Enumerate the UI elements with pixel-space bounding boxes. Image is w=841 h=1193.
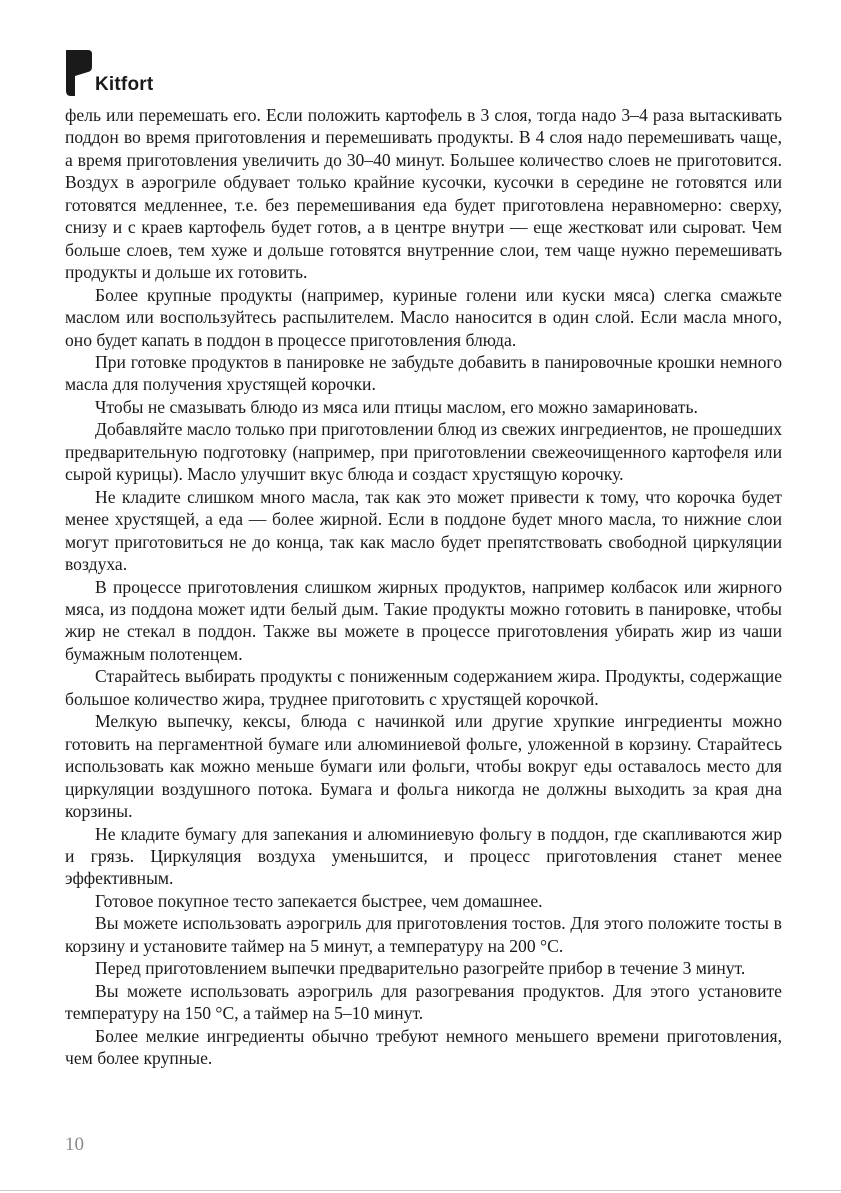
paragraph: Не кладите бумагу для запекания и алюминиевую фольгу в поддон, где скапливаются жир и грязь. Циркуляция воздуха уменьшится, и процесс приготовления станет менее эффективным.: [65, 823, 782, 889]
paragraph: Вы можете использовать аэрогриль для приготовления тостов. Для этого положите тосты в корзину и установите таймер на 5 минут, а температуру на 200 °C.: [65, 913, 782, 956]
paragraph: Перед приготовлением выпечки предварительно разогрейте прибор в течение 3 минут.: [95, 958, 746, 979]
page-number: 10: [65, 1134, 84, 1155]
kitfort-flag-logo-icon: [66, 50, 92, 96]
paragraph: В процессе приготовления слишком жирных продуктов, например колбасок или жирного мяса, из поддона может идти белый дым. Такие продукты можно готовить в панировке, чтобы жир не стекал в поддон. Также вы можете в процессе приготовления убирать жир из чаши бумажным полотенцем.: [65, 576, 782, 664]
paragraph: При готовке продуктов в панировке не забудьте добавить в панировочные крошки немного масла для получения хрустящей корочки.: [65, 351, 782, 395]
brand-name: Kitfort: [95, 74, 154, 95]
paragraph: Старайтесь выбирать продукты с пониженным содержанием жира. Продукты, содержащие большое количество жира, труднее приготовить с хрустящей корочкой.: [65, 666, 782, 709]
paragraph: фель или перемешать его. Если положить картофель в 3 слоя, тогда надо 3–4 раза вытаскивать поддон во время приготовления и перемешивать продукты. В 4 слоя надо перемешивать чаще, а время приготовления увеличить до 30–40 минут. Большее количество слоев не приготовится. Воздух в аэрогриле обдувает только крайние кусочки, кусочки в середине не готовятся или готовятся медленнее, т.е. без перемешивания еда будет приготовлена неравномерно: сверху, снизу и с краев картофель будет готов, а в центре внутри — еще жестковат или сыроват. Чем больше слоев, тем хуже и дольше готовятся внутренние слои, тем чаще нужно перемешивать продукты и дольше их готовить.: [65, 105, 782, 283]
paragraph: Добавляйте масло только при приготовлении блюд из свежих ингредиентов, не прошедших предварительную подготовку (например, при приготовлении свежеочищенного картофеля или сырой курицы). Масло улучшит вкус блюда и создаст хрустящую корочку.: [65, 419, 782, 485]
brand-logo: [66, 50, 176, 96]
paragraph: Более крупные продукты (например, куриные голени или куски мяса) слегка смажьте маслом или воспользуйтесь распылителем. Масло наносится в один слой. Если масла много, оно будет капать в поддон в процессе приготовления блюда.: [65, 284, 782, 350]
document-body: [65, 104, 782, 1069]
paragraph: Мелкую выпечку, кексы, блюда с начинкой или другие хрупкие ингредиенты можно готовить на пергаментной бумаге или алюминиевой фольге, уложенной в корзину. Старайтесь использовать как можно меньше бумаги или фольги, чтобы вокруг еды оставалось место для циркуляции воздушного потока. Бумага и фольга никогда не должны выходить за края дна корзины.: [65, 711, 782, 822]
paragraph: Чтобы не смазывать блюдо из мяса или птицы маслом, его можно замариновать.: [95, 396, 698, 417]
paragraph: Более мелкие ингредиенты обычно требуют немного меньшего времени приготовления, чем более крупные.: [65, 1025, 782, 1069]
paragraph: Готовое покупное тесто запекается быстрее, чем домашнее.: [95, 890, 543, 911]
paragraph: Вы можете использовать аэрогриль для разогревания продуктов. Для этого установите температуру на 150 °C, а таймер на 5–10 минут.: [65, 980, 782, 1024]
paragraph: Не кладите слишком много масла, так как это может привести к тому, что корочка будет менее хрустящей, а еда — более жирной. Если в поддоне будет много масла, то нижние слои могут приготовиться не до конца, так как масло будет препятствовать свободной циркуляции воздуха.: [65, 486, 782, 575]
page-bottom-edge: [0, 1190, 841, 1191]
